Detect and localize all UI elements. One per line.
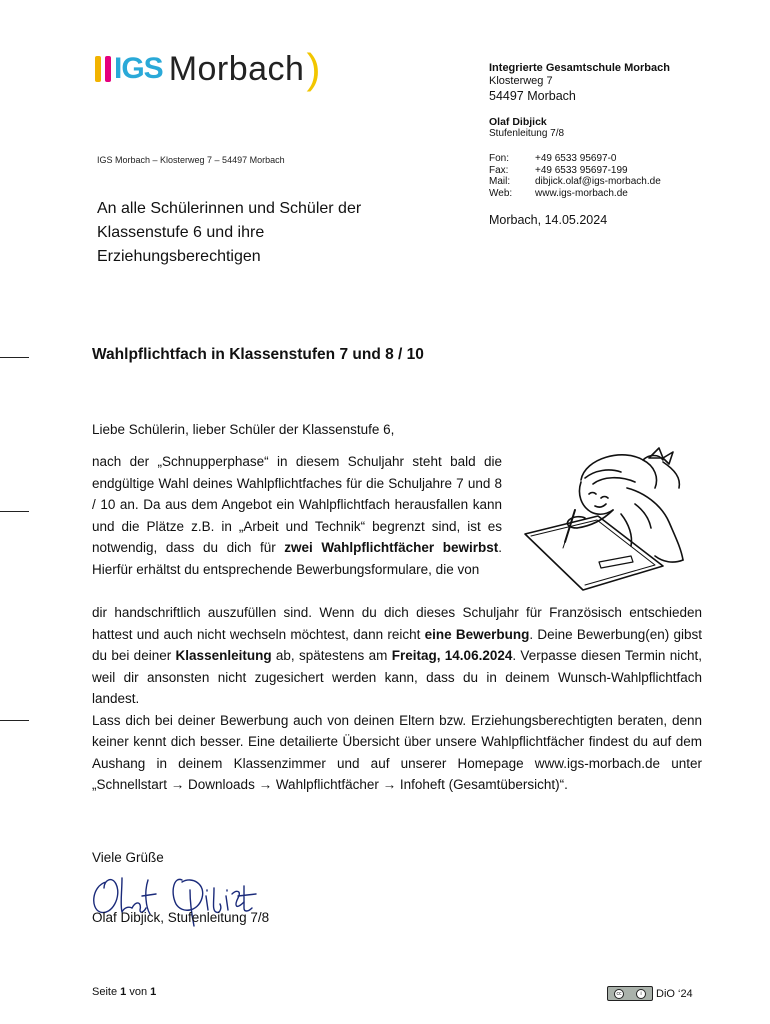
logo-mark: IGS xyxy=(114,52,163,85)
fold-mark xyxy=(0,357,29,358)
body-text: dir handschriftlich auszufüllen sind. Wenn du dich dieses Schuljahr für Französisch entschieden hattest und auch nicht wechseln möchtest, dann reicht xyxy=(92,605,702,642)
body-text: . Verpasse diesen Termin nicht, weil dir ansonsten nicht zugesichert werden kann, dass du in deinem Wunsch-Wahlpflichtfach landest. xyxy=(92,648,703,706)
school-logo xyxy=(95,44,320,94)
school-address xyxy=(489,62,670,105)
student-writing-illustration xyxy=(503,444,703,594)
page-of: von xyxy=(129,986,148,998)
recipient: An alle Schülerinnen und Schüler der Klassenstufe 6 und ihre Erziehungsberechtigen xyxy=(97,200,362,265)
cc-license-icon xyxy=(607,986,653,1001)
body-paragraph-2 xyxy=(92,602,702,796)
body-emphasis: Klassenleitung xyxy=(175,648,272,663)
logo-bar-yellow xyxy=(95,56,101,82)
body-text: . Hierfür erhältst du entsprechende Bewerbungsformulare, die von xyxy=(92,540,502,577)
body-text: ab, spätestens am xyxy=(271,648,392,663)
contact-value: +49 6533 95697-0 xyxy=(535,153,617,164)
body-emphasis: zwei Wahlpflichtfächer bewirbst xyxy=(284,540,499,555)
body-paragraph-3: Lass dich bei deiner Bewerbung auch von deinen Eltern bzw. Erziehungsberechtigten beraten, denn keiner kennt dich besser. Eine detailierte Übersicht über unsere Wahlpflichtfächer findest du auf dem Aushang in deinem Klassenzimmer und auf unserer Homepage www.igs-morbach.de unter „Schnellstart → Downloads → Wahlpflichtfächer → Infoheft (Gesamtübersicht)“. xyxy=(92,712,702,792)
logo-name: Morbach xyxy=(168,50,305,88)
contact-label: Fax: xyxy=(489,164,509,176)
contact-block xyxy=(489,153,661,199)
page-number xyxy=(92,986,156,998)
license-footer xyxy=(607,986,693,1001)
signatory-name: Olaf Dibjick, Stufenleitung 7/8 xyxy=(92,910,270,925)
body-text: . Deine Bewerbung(en) gibst du bei deiner xyxy=(92,626,702,663)
contact-row-phone xyxy=(489,153,661,165)
contact-value[interactable]: dibjick.olaf@igs-morbach.de xyxy=(535,176,661,187)
school-name: Integrierte Gesamtschule Morbach xyxy=(489,62,670,74)
person-name: Olaf Dibjick xyxy=(489,116,547,128)
closing-greeting: Viele Grüße xyxy=(92,850,164,865)
contact-label: Mail: xyxy=(489,176,511,187)
cc-icon: cc xyxy=(614,989,624,999)
contact-label: Fon: xyxy=(489,153,510,164)
fold-mark xyxy=(0,720,29,721)
credit: DiO ‘24 xyxy=(656,987,693,1000)
contact-person xyxy=(489,116,564,140)
body-emphasis: eine Bewerbung xyxy=(424,626,530,642)
person-role: Stufenleitung 7/8 xyxy=(489,128,565,139)
by-icon: i xyxy=(636,989,646,999)
sender-line: IGS Morbach – Klosterweg 7 – 54497 Morbach xyxy=(97,155,285,165)
letter-date: Morbach, 14.05.2024 xyxy=(489,213,608,227)
page-current: 1 xyxy=(120,986,127,998)
contact-row-fax xyxy=(489,165,661,177)
body-paragraph-1 xyxy=(92,451,502,580)
salutation: Liebe Schülerin, lieber Schüler der Klassenstufe 6, xyxy=(92,422,395,437)
contact-row-web xyxy=(489,188,661,200)
letter-subject: Wahlpflichtfach in Klassenstufen 7 und 8 / 10 xyxy=(92,346,424,363)
logo-bracket: ) xyxy=(306,45,321,92)
body-text: nach der „Schnupperphase“ in diesem Schuljahr steht bald die endgültige Wahl deines Wahlpflichtfaches für die Schuljahre 7 und 8 / 10 an. Da aus dem Angebot ein Wahlpflichtfach herausfallen kann und die Plätze z.B. in „Arbeit und Technik“ begrenzt sind, ist es notwendig, dass du dich für xyxy=(92,454,502,555)
page-total: 1 xyxy=(150,986,157,998)
contact-value: +49 6533 95697-199 xyxy=(535,164,628,176)
school-street: Klosterweg 7 xyxy=(489,75,553,87)
school-city: 54497 Morbach xyxy=(489,89,576,103)
contact-label: Web: xyxy=(489,187,513,199)
page-word: Seite xyxy=(92,986,118,998)
fold-mark xyxy=(0,511,29,512)
contact-row-mail xyxy=(489,176,661,188)
contact-value[interactable]: www.igs-morbach.de xyxy=(535,187,628,199)
deadline: Freitag, 14.06.2024 xyxy=(391,648,513,663)
logo-bar-magenta xyxy=(105,56,111,82)
